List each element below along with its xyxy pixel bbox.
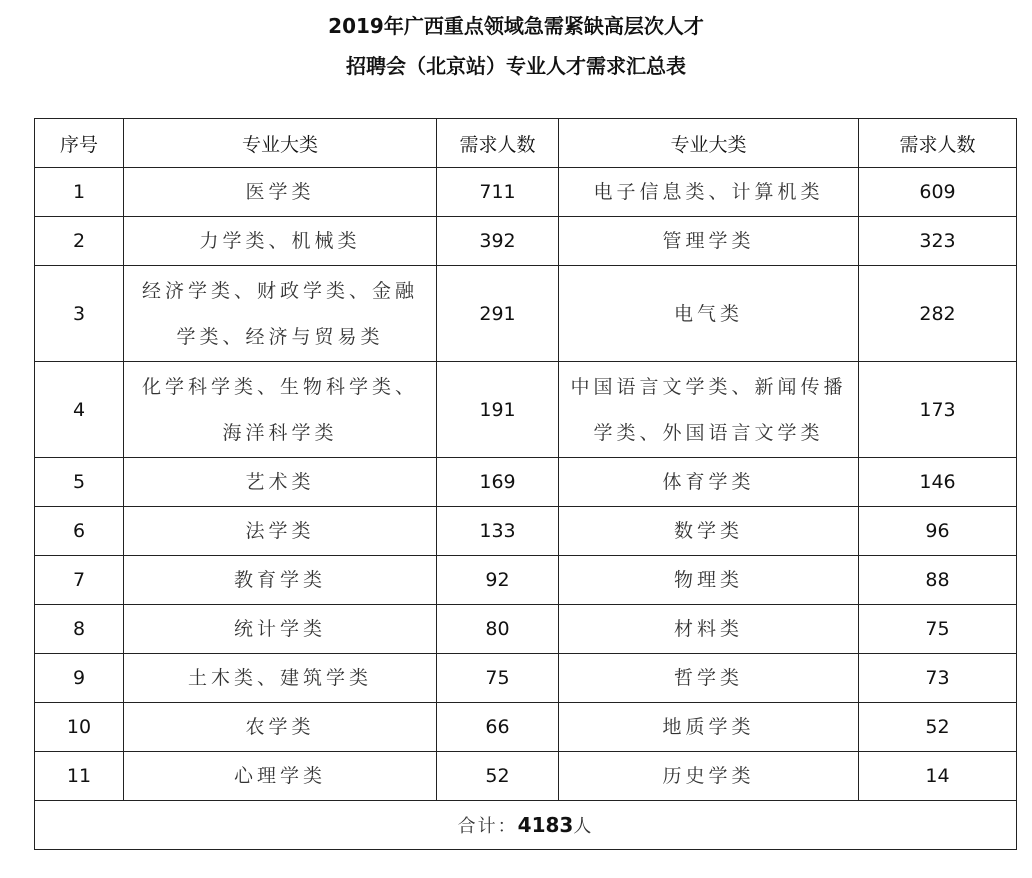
header-index: 序号 [35,119,124,168]
table-row [35,507,1017,556]
row-index: 10 [35,703,124,752]
page-title-line-1: 2019年广西重点领域急需紧缺高层次人才 [328,14,704,38]
row-count-a: 75 [437,654,559,703]
table-row [35,458,1017,507]
row-index: 2 [35,217,124,266]
header-count-a: 需求人数 [437,119,559,168]
row-category-a: 力学类、机械类 [124,217,437,266]
row-index: 7 [35,556,124,605]
row-count-a: 191 [437,362,559,458]
row-category-b: 体育学类 [559,458,859,507]
summary-table [34,118,1017,850]
row-index: 3 [35,266,124,362]
row-category-a: 化学科学类、生物科学类、海洋科学类 [124,362,437,458]
row-category-b: 地质学类 [559,703,859,752]
row-count-a: 80 [437,605,559,654]
row-count-a: 392 [437,217,559,266]
row-index: 8 [35,605,124,654]
row-count-b: 88 [859,556,1017,605]
row-count-a: 291 [437,266,559,362]
row-category-a: 土木类、建筑学类 [124,654,437,703]
page-title-line-2: 招聘会（北京站）专业人才需求汇总表 [346,54,686,78]
row-category-b: 材料类 [559,605,859,654]
table-row [35,556,1017,605]
row-count-b: 14 [859,752,1017,801]
row-category-a: 心理学类 [124,752,437,801]
total-label: 合计： [457,816,518,837]
table-row [35,217,1017,266]
table-row [35,266,1017,362]
row-count-a: 133 [437,507,559,556]
row-category-a: 教育学类 [124,556,437,605]
table-row [35,362,1017,458]
row-index: 9 [35,654,124,703]
table-row [35,703,1017,752]
row-count-a: 169 [437,458,559,507]
header-category-a: 专业大类 [124,119,437,168]
total-cell [35,801,1017,850]
row-index: 5 [35,458,124,507]
header-category-b: 专业大类 [559,119,859,168]
header-count-b: 需求人数 [859,119,1017,168]
row-category-a: 医学类 [124,168,437,217]
row-category-b: 哲学类 [559,654,859,703]
row-count-b: 73 [859,654,1017,703]
row-category-a: 经济学类、财政学类、金融学类、经济与贸易类 [124,266,437,362]
row-index: 11 [35,752,124,801]
row-category-b: 中国语言文学类、新闻传播学类、外国语言文学类 [559,362,859,458]
table-row [35,605,1017,654]
row-category-b: 历史学类 [559,752,859,801]
row-category-a: 农学类 [124,703,437,752]
row-count-b: 323 [859,217,1017,266]
row-category-b: 物理类 [559,556,859,605]
total-value: 4183 [517,813,574,837]
row-count-b: 282 [859,266,1017,362]
row-count-b: 96 [859,507,1017,556]
row-count-a: 66 [437,703,559,752]
table-header-row [35,119,1017,168]
total-unit: 人 [573,816,594,837]
row-category-b: 电子信息类、计算机类 [559,168,859,217]
row-count-a: 92 [437,556,559,605]
row-count-b: 146 [859,458,1017,507]
row-category-b: 数学类 [559,507,859,556]
row-category-a: 法学类 [124,507,437,556]
row-category-b: 管理学类 [559,217,859,266]
row-count-b: 52 [859,703,1017,752]
total-row [35,801,1017,850]
row-index: 4 [35,362,124,458]
row-category-a: 统计学类 [124,605,437,654]
row-index: 1 [35,168,124,217]
table-row [35,654,1017,703]
table-row [35,752,1017,801]
row-count-b: 173 [859,362,1017,458]
row-count-a: 711 [437,168,559,217]
row-index: 6 [35,507,124,556]
row-count-b: 75 [859,605,1017,654]
row-count-b: 609 [859,168,1017,217]
row-category-a: 艺术类 [124,458,437,507]
table-row [35,168,1017,217]
row-category-b: 电气类 [559,266,859,362]
row-count-a: 52 [437,752,559,801]
